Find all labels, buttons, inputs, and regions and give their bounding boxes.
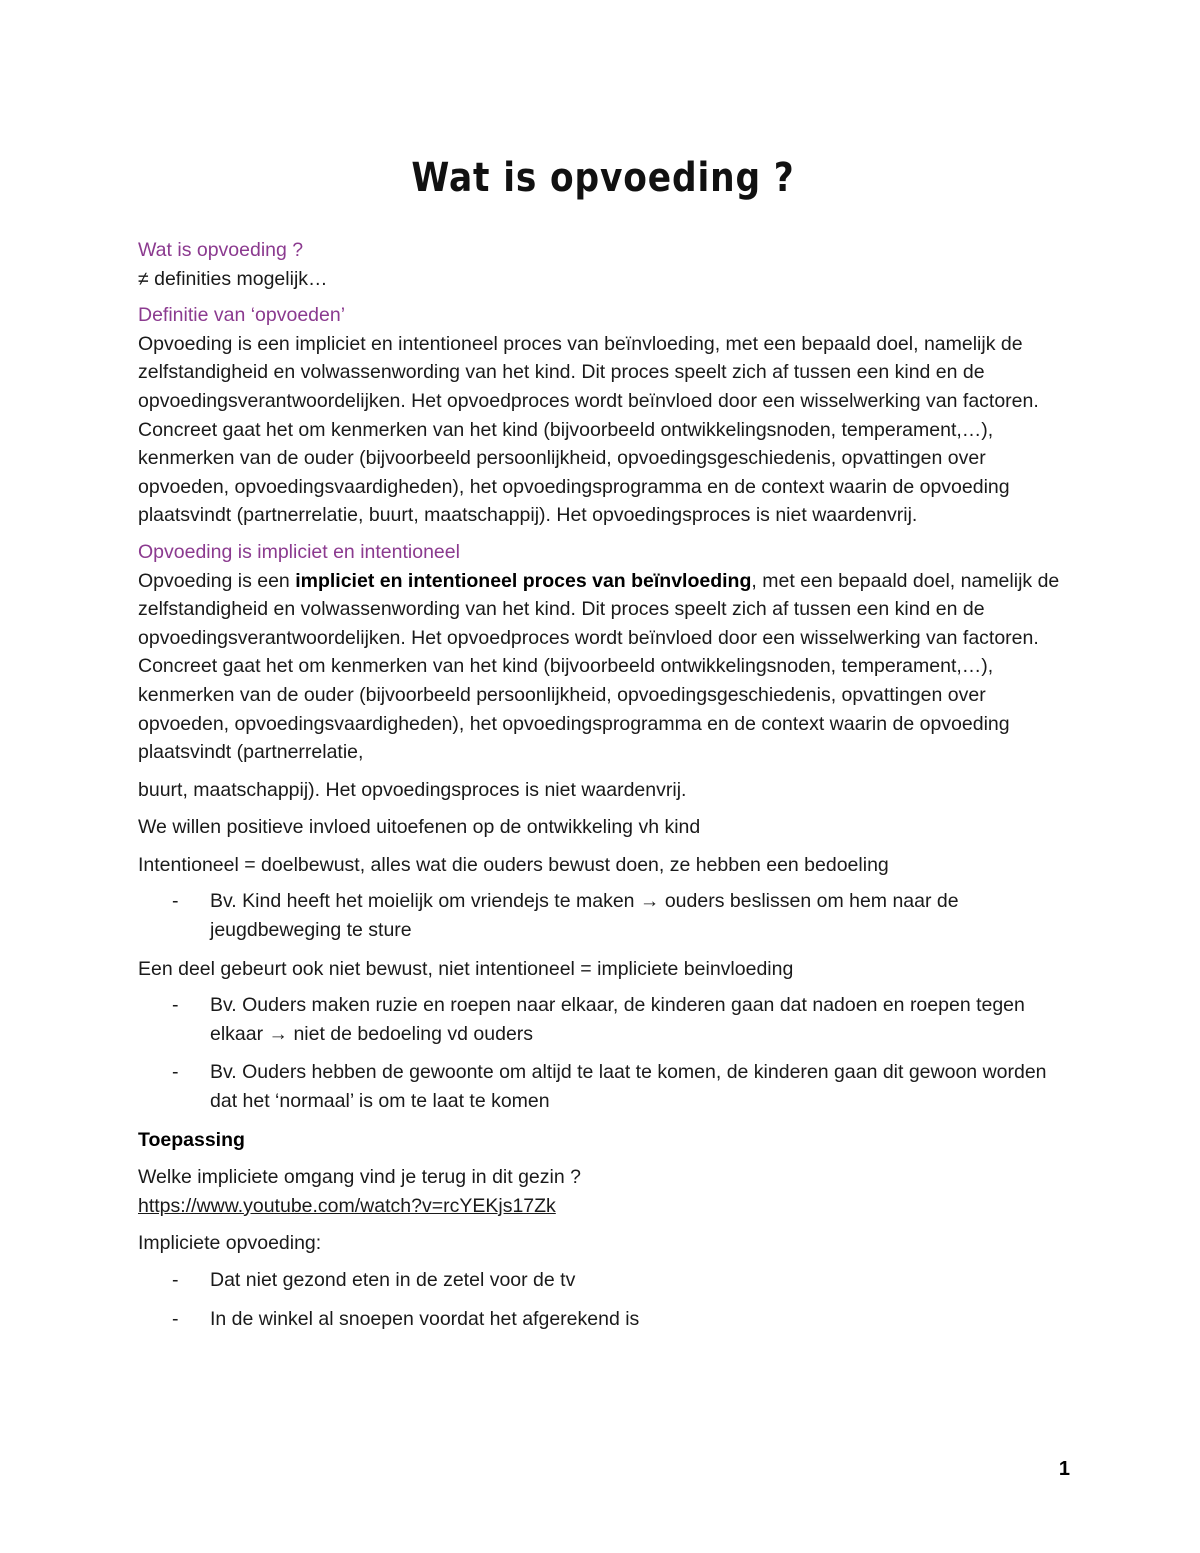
deel-text: Een deel gebeurt ook niet bewust, niet intentioneel = impliciete beinvloeding <box>138 957 794 980</box>
heading-definitie: Definitie van ‘opvoeden’ <box>138 304 346 327</box>
impliciet-paragraph-start: Opvoeding is een <box>138 569 296 592</box>
impliciete-list <box>138 1266 1068 1333</box>
intentioneel-list <box>138 887 1068 944</box>
definities-text: ≠ definities mogelijk… <box>138 267 328 290</box>
toepassing-heading: Toepassing <box>138 1128 245 1151</box>
intentioneel-text: Intentioneel = doelbewust, alles wat die ouders bewust doen, ze hebben een bedoeling <box>138 853 889 876</box>
toepassing-question: Welke impliciete omgang vind je terug in dit gezin ? <box>138 1166 581 1189</box>
heading-wat-is-opvoeding: Wat is opvoeding ? <box>138 239 304 261</box>
impliciet-paragraph-tail: buurt, maatschappij). Het opvoedingsproces is niet waardenvrij. <box>138 778 687 801</box>
positive-invloed-text: We willen positieve invloed uitoefenen op de ontwikkeling vh kind <box>138 816 701 839</box>
list-item: - Bv. Kind heeft het moielijk om vriendejs te maken → ouders beslissen om hem naar de jeugdbeweging te sture <box>138 887 1068 944</box>
heading-impliciet-intentioneel: Opvoeding is impliciet en intentioneel <box>138 540 460 563</box>
page-content <box>138 150 1068 1343</box>
list-item: - Dat niet gezond eten in de zetel voor de tv <box>138 1266 1068 1295</box>
impliciet-paragraph <box>138 567 1068 767</box>
page-number: 1 <box>1058 1458 1070 1480</box>
impliciete-label: Impliciete opvoeding: <box>138 1232 322 1255</box>
impliciet-list <box>138 991 1068 1115</box>
definitie-paragraph: Opvoeding is een impliciet en intentioneel proces van beïnvloeding, met een bepaald doel, namelijk de zelfstandigheid en volwassenwording van het kind. Dit proces speelt zich af tussen een kind en de opvoedingsverantwoordelijken. Het opvoedproces wordt beïnvloed door een wisselwerking van factoren. Concreet gaat het om kenmerken van het kind (bijvoorbeeld ontwikkelingsnoden, temperament,…), kenmerken van de ouder (bijvoorbeeld persoonlijkheid, opvoedingsgeschiedenis, opvattingen over opvoeden, opvoedingsvaardigheden), het opvoedingsprogramma en de context waarin de opvoeding plaatsvindt (partnerrelatie, buurt, maatschappij). Het opvoedingsproces is niet waardenvrij. <box>138 332 1039 527</box>
list-item: - Bv. Ouders maken ruzie en roepen naar elkaar, de kinderen gaan dat nadoen en roepen tegen elkaar → niet de bedoeling vd ouders <box>138 991 1068 1048</box>
page-title: Wat is opvoeding ? <box>411 155 795 201</box>
list-item: - In de winkel al snoepen voordat het afgerekend is <box>138 1305 1068 1334</box>
youtube-link[interactable]: https://www.youtube.com/watch?v=rcYEKjs17Zk <box>138 1194 556 1217</box>
list-item: - Bv. Ouders hebben de gewoonte om altijd te laat te komen, de kinderen gaan dit gewoon worden dat het ‘normaal’ is om te laat te komen <box>138 1058 1068 1115</box>
impliciet-paragraph-rest: , met een bepaald doel, namelijk de zelfstandigheid en volwassenwording van het kind. Dit proces speelt zich af tussen een kind en de opvoedingsverantwoordelijken. Het opvoedproces wordt beïnvloed door een wisselwerking van factoren. Concreet gaat het om kenmerken van het kind (bijvoorbeeld ontwikkelingsnoden, temperament,…), kenmerken van de ouder (bijvoorbeeld persoonlijkheid, opvoedingsgeschiedenis, opvattingen over opvoeden, opvoedingsvaardigheden), het opvoedingsprogramma en de context waarin de opvoeding plaatsvindt (partnerrelatie, <box>138 569 1060 764</box>
impliciet-paragraph-bold: impliciet en intentioneel proces van beïnvloeding <box>295 569 752 592</box>
